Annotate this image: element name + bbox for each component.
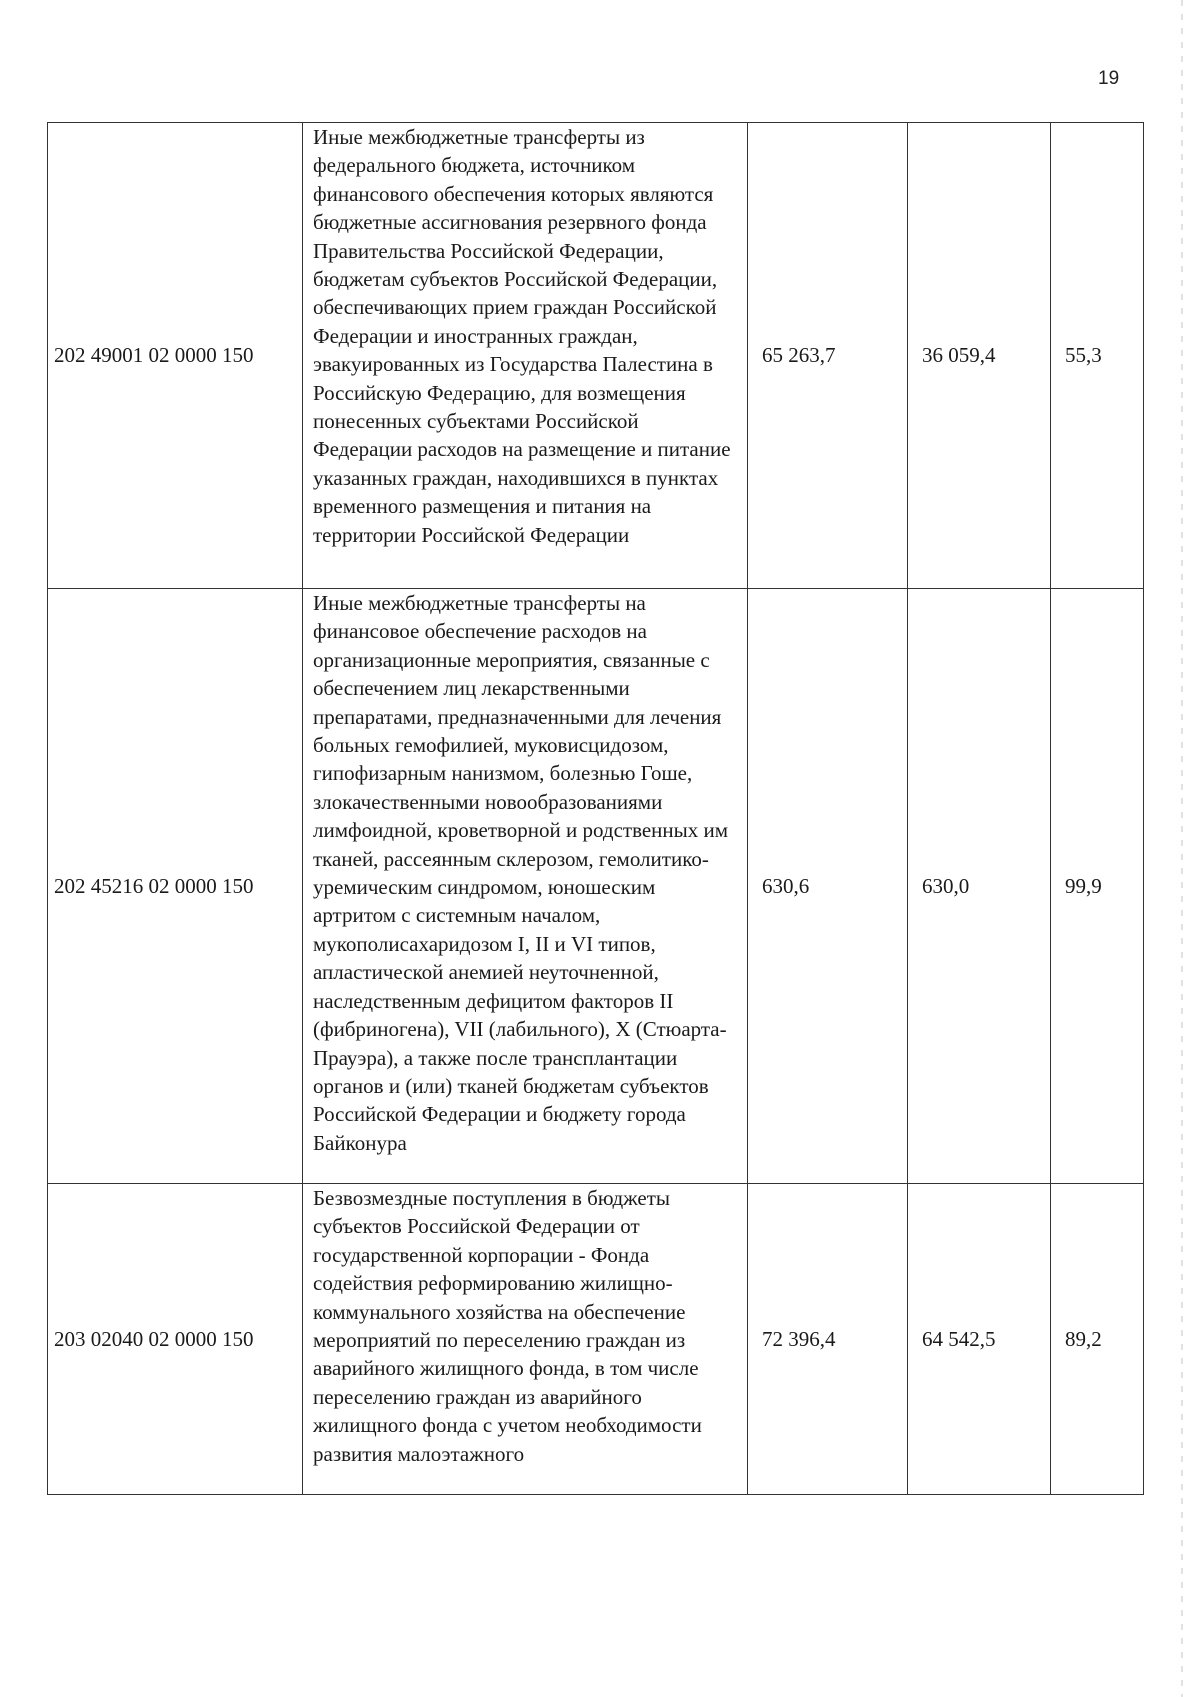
budget-code-cell: 202 45216 02 0000 150 — [48, 589, 303, 1184]
plan-amount-cell: 65 263,7 — [748, 123, 908, 589]
fact-amount-cell: 36 059,4 — [908, 123, 1051, 589]
plan-amount-cell: 630,6 — [748, 589, 908, 1184]
table-row — [48, 589, 1144, 1184]
revenue-name-cell: Иные межбюджетные трансферты из федерального бюджета, источником финансового обеспечения которых являются бюджетные ассигнования резервного фонда Правительства Российской Федерации, бюджетам субъектов Российской Федерации, обеспечивающих прием граждан Российской Федерации и иностранных граждан, эвакуированных из Государства Палестина в Российскую Федерацию, для возмещения понесенных субъектами Российской Федерации расходов на размещение и питание указанных граждан, находившихся в пунктах временного размещения и питания на территории Российской Федерации — [303, 123, 748, 589]
scan-edge-artifact — [1181, 0, 1183, 1697]
percent-cell: 99,9 — [1051, 589, 1144, 1184]
budget-table — [47, 122, 1144, 1495]
percent-cell: 89,2 — [1051, 1184, 1144, 1495]
table-row — [48, 1184, 1144, 1495]
fact-amount-cell: 630,0 — [908, 589, 1051, 1184]
budget-code-cell: 202 49001 02 0000 150 — [48, 123, 303, 589]
page-number: 19 — [1098, 68, 1120, 89]
revenue-name-cell: Иные межбюджетные трансферты на финансовое обеспечение расходов на организационные мероприятия, связанные с обеспечением лиц лекарственными препаратами, предназначенными для лечения больных гемофилией, муковисцидозом, гипофизарным нанизмом, болезнью Гоше, злокачественными новообразованиями лимфоидной, кроветворной и родственных им тканей, рассеянным склерозом, гемолитико-уремическим синдромом, юношеским артритом с системным началом, мукополисахаридозом I, II и VI типов, апластической анемией неуточненной, наследственным дефицитом факторов II (фибриногена), VII (лабильного), X (Стюарта-Прауэра), а также после трансплантации органов и (или) тканей бюджетам субъектов Российской Федерации и бюджету города Байконура — [303, 589, 748, 1184]
budget-code-cell: 203 02040 02 0000 150 — [48, 1184, 303, 1495]
percent-cell: 55,3 — [1051, 123, 1144, 589]
revenue-name-cell: Безвозмездные поступления в бюджеты субъектов Российской Федерации от государственной корпорации - Фонда содействия реформированию жилищно-коммунального хозяйства на обеспечение мероприятий по переселению граждан из аварийного жилищного фонда, в том числе переселению граждан из аварийного жилищного фонда с учетом необходимости развития малоэтажного — [303, 1184, 748, 1495]
plan-amount-cell: 72 396,4 — [748, 1184, 908, 1495]
fact-amount-cell: 64 542,5 — [908, 1184, 1051, 1495]
table-row — [48, 123, 1144, 589]
